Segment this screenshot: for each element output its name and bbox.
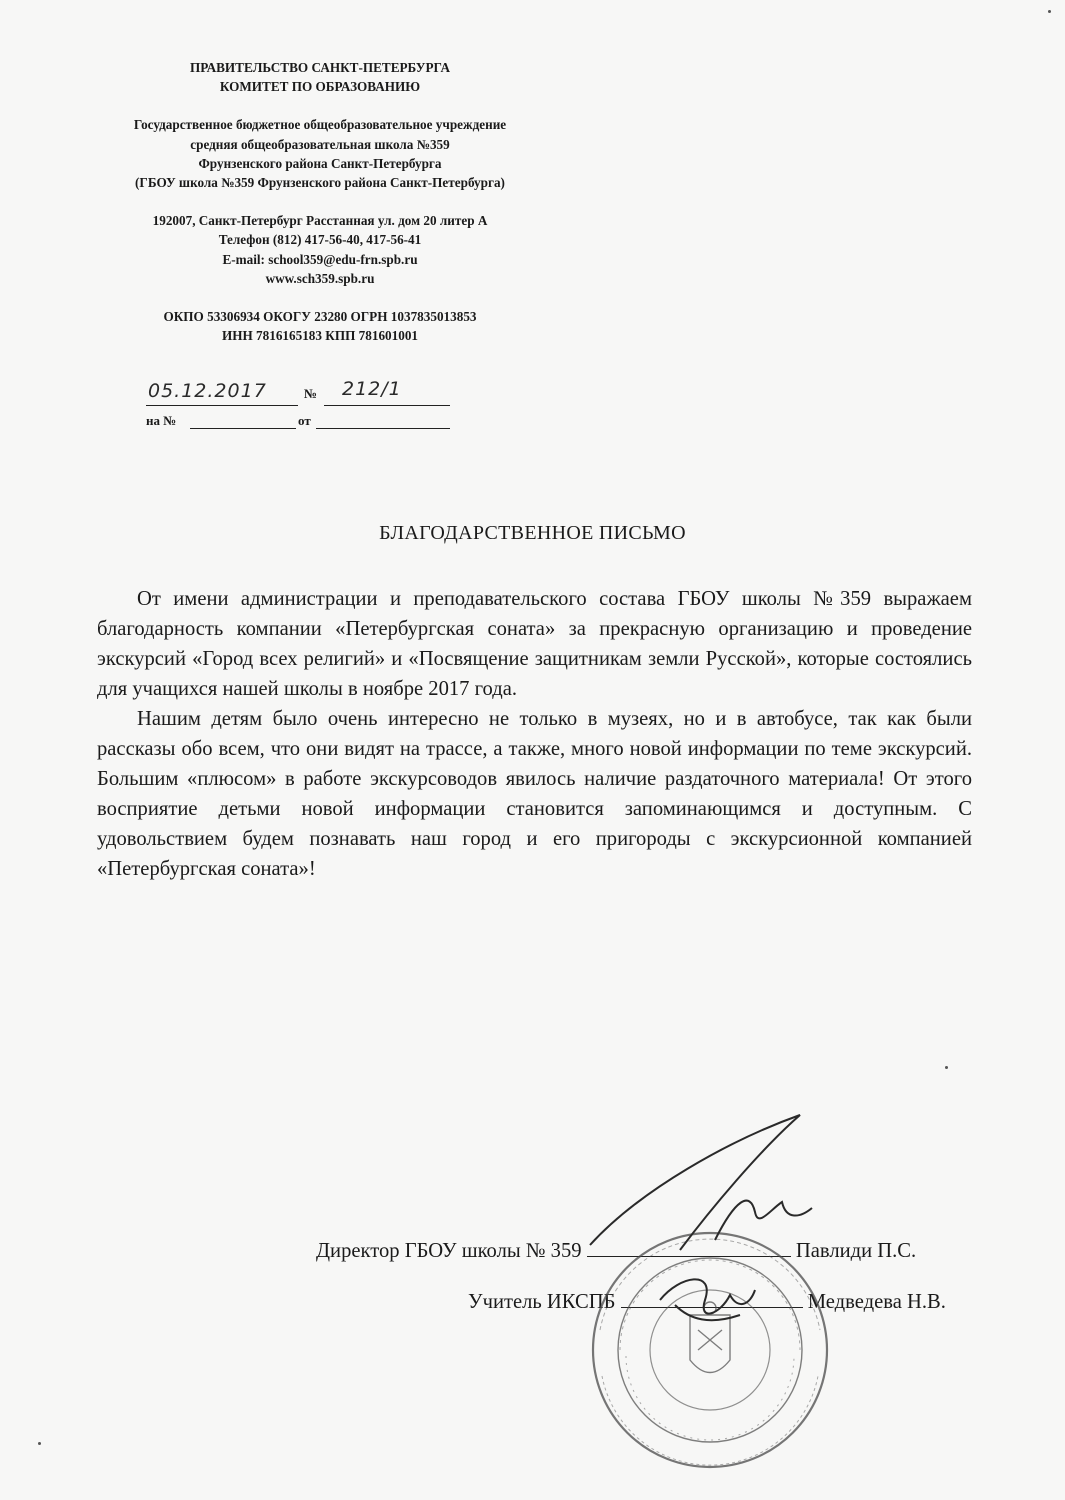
- signature-name: Медведева Н.В.: [807, 1291, 946, 1313]
- signature-name: Павлиди П.С.: [795, 1240, 917, 1262]
- director-signature-mark: [590, 1115, 812, 1250]
- number-underline: [324, 405, 450, 406]
- reference-number-underline: [190, 428, 296, 429]
- signature-role: Директор ГБОУ школы № 359: [316, 1240, 582, 1262]
- letterhead-codes: ОКПО 53306934 ОКОГУ 23280 ОГРН 1037835013853: [163, 309, 477, 325]
- reference-number-label: на №: [146, 413, 177, 428]
- letter-body: [97, 584, 972, 884]
- handwritten-date: 05.12.2017: [148, 380, 267, 402]
- date-underline: [146, 405, 298, 406]
- reference-date-label: от: [298, 413, 311, 428]
- official-stamp: [593, 1233, 827, 1467]
- registration-block: [146, 378, 452, 438]
- reference-date-underline: [316, 428, 450, 429]
- signature-role: Учитель ИКСПБ: [468, 1291, 616, 1313]
- signature-row-teacher: [468, 1289, 946, 1314]
- handwritten-number: 212/1: [342, 378, 402, 400]
- signature-line: [621, 1289, 803, 1308]
- document-title: БЛАГОДАРСТВЕННОЕ ПИСЬМО: [379, 522, 686, 544]
- signature-line: [587, 1238, 791, 1257]
- letterhead-phone: Телефон (812) 417-56-40, 417-56-41: [218, 232, 422, 248]
- letterhead-email: E-mail: school359@edu-frn.spb.ru: [222, 251, 418, 267]
- letterhead-org-line: средняя общеобразовательная школа №359: [190, 136, 450, 152]
- letterhead-codes: ИНН 7816165183 КПП 781601001: [221, 328, 419, 344]
- letterhead-address: 192007, Санкт-Петербург Расстанная ул. дом 20 литер А: [152, 213, 488, 229]
- letterhead-org-line: Государственное бюджетное общеобразовательное учреждение: [133, 117, 507, 133]
- letterhead-org-line: Фрунзенского района Санкт-Петербурга: [198, 155, 442, 171]
- paper-speck: [945, 1066, 948, 1069]
- paper-speck: [38, 1442, 41, 1445]
- letterhead-government: ПРАВИТЕЛЬСТВО САНКТ-ПЕТЕРБУРГА: [189, 60, 451, 75]
- paper-speck: [1048, 10, 1051, 13]
- letterhead-committee: КОМИТЕТ ПО ОБРАЗОВАНИЮ: [219, 79, 421, 95]
- signature-row-director: [316, 1238, 916, 1263]
- body-paragraph: От имени администрации и преподавательского состава ГБОУ школы №359 выражаем благодарность компании «Петербургская соната» за прекрасную организацию и проведение экскурсий «Город всех религий» и «Посвящение защитникам земли Русской», которые состоялись для учащихся нашей школы в ноябре 2017 года.: [97, 588, 972, 700]
- letterhead: [60, 58, 580, 345]
- letterhead-org-line: (ГБОУ школа №359 Фрунзенского района Санкт-Петербурга): [135, 175, 505, 191]
- letterhead-website: www.sch359.spb.ru: [265, 270, 375, 286]
- body-paragraph: Нашим детям было очень интересно не только в музеях, но и в автобусе, так как были рассказы обо всем, что они видят на трассе, а также, много новой информации по теме экскурсий. Большим «плюсом» в работе экскурсоводов явилось наличие раздаточного материала! От этого восприятие детьми новой информации становится запоминающимся и доступным. С удовольствием будем познавать наш город и его пригороды с экскурсионной компанией «Петербургская соната»!: [97, 708, 972, 880]
- number-label: №: [304, 386, 318, 401]
